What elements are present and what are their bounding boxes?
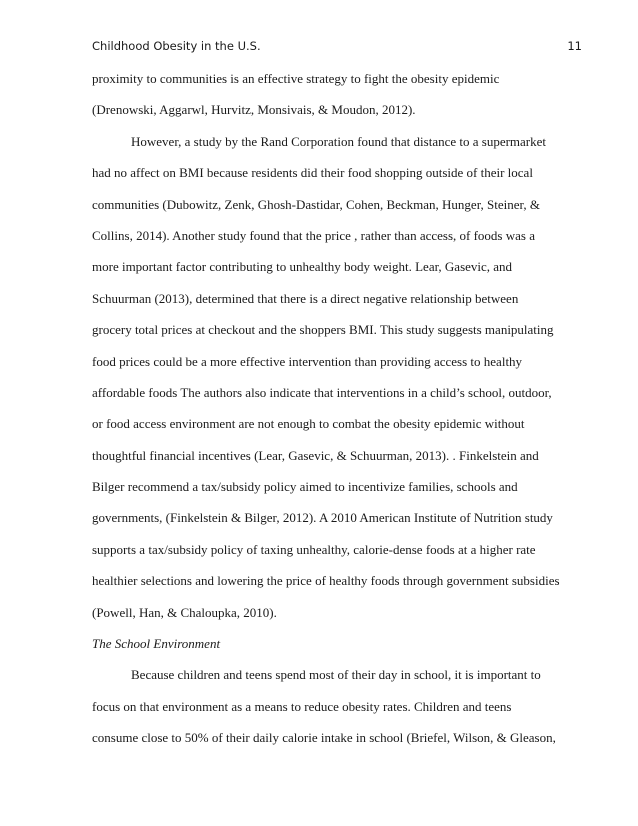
text-line: food prices could be a more effective intervention than providing access to healthy <box>92 353 523 369</box>
text-line: had no affect on BMI because residents did their food shopping outside of their local <box>92 165 533 181</box>
section-heading: The School Environment <box>92 636 221 652</box>
text-line: Collins, 2014). Another study found that the price , rather than access, of foods was a <box>92 227 535 243</box>
text-line: more important factor contributing to unhealthy body weight. Lear, Gasevic, and <box>92 259 513 275</box>
paragraph-start-line: Because children and teens spend most of their day in school, it is important to <box>131 667 541 683</box>
text-line: communities (Dubowitz, Zenk, Ghosh-Dastidar, Cohen, Beckman, Hunger, Steiner, & <box>92 196 540 212</box>
text-line: healthier selections and lowering the price of healthy foods through government subsidies <box>92 573 560 589</box>
paragraph-start-line: However, a study by the Rand Corporation found that distance to a supermarket <box>131 133 547 149</box>
text-line: consume close to 50% of their daily calorie intake in school (Briefel, Wilson, & Gleason, <box>92 730 556 746</box>
text-line: or food access environment are not enough to combat the obesity epidemic without <box>92 416 525 432</box>
text-line: supports a tax/subsidy policy of taxing unhealthy, calorie-dense foods at a higher rate <box>92 541 536 557</box>
running-head: Childhood Obesity in the U.S. <box>92 39 261 53</box>
text-line: thoughtful financial incentives (Lear, Gasevic, & Schuurman, 2013). . Finkelstein and <box>92 447 539 463</box>
body-text <box>92 70 572 761</box>
text-line: Bilger recommend a tax/subsidy policy aimed to incentivize families, schools and <box>92 479 518 495</box>
page-number: 11 <box>567 39 582 53</box>
text-line: (Powell, Han, & Chaloupka, 2010). <box>92 604 277 620</box>
text-line: governments, (Finkelstein & Bilger, 2012). A 2010 American Institute of Nutrition study <box>92 510 553 526</box>
text-line: affordable foods The authors also indicate that interventions in a child’s school, outdoor, <box>92 384 552 400</box>
text-line: Schuurman (2013), determined that there is a direct negative relationship between <box>92 290 519 306</box>
text-line: focus on that environment as a means to reduce obesity rates. Children and teens <box>92 698 512 714</box>
text-line: proximity to communities is an effective strategy to fight the obesity epidemic <box>92 71 500 86</box>
text-line: (Drenowski, Aggarwl, Hurvitz, Monsivais, & Moudon, 2012). <box>92 102 416 118</box>
text-line: grocery total prices at checkout and the shoppers BMI. This study suggests manipulating <box>92 322 554 338</box>
